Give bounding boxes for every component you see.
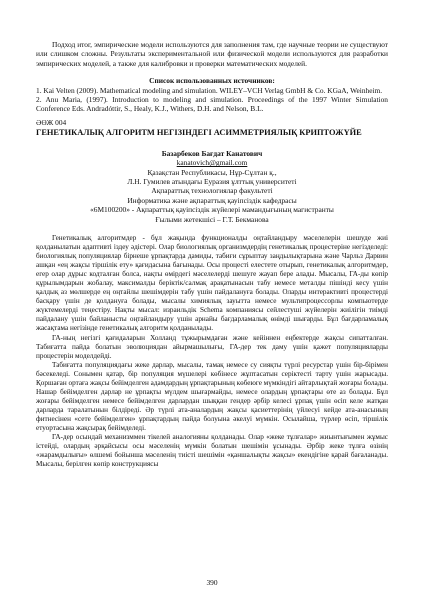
page-number: 390 [206,578,218,587]
udc-code: ӘӨЖ 004 [36,117,67,127]
intro-paragraph: Подход итог, эмпирические модели используются для заполнения там, где научные теории не существуют или слишком сложны. Результаты экспериментальной или физической модели используются для разработки эмпирических моделей, а также для калибровки и проверки математических моделей. [36,40,388,68]
affiliation-line: Ғылыми жетекшісі – Г.Т. Бекманова [155,214,269,224]
affiliation-line: Информатика және ақпараттық қауіпсіздік кафедрасы [127,195,297,205]
body-paragraph: Генетикалық алгоритмдер - бұл жақында функционалды оңтайландыру мәселелерін шешуде жиі қолданылатын адаптивті іздеу әдістері. Олар биологиялық организмдердің генетикалық процестеріне негізделеді: биологиялық популяциялар бірнеше ұрпақтарда дамиды, табиғи сұрыптау заңдылықтарына және Чарльз Дарвин ашқан «ең жақсы тіршілік ету» қағидасына бағынады. Осы процесті елестете отырып, генетикалық алгоритмдер, егер олар дұрыс кодталған болса, нақты өмірдегі мәселелерді шешуге жауап бере алады. Мысалы, ГА-ды көпір құрылымдарын жобалау, максималды беріктік/салмақ арақатынасын табу немесе металды пішінді кесу үшін қалдық аз мөлшерде ең оңтайлы шешімдерін табу үшін пайдалануға болады. Оларды интерактивті процестерді басқару үшін де қолдануға болады, мысалы химиялық зауытта немесе мультипроцессорлы компьютерде жүктемелерді теңестіру. Нақты мысал: израильдік Schema компаниясы сейлестуші жүйелерін жиілігін тиімді пайдалану үшін байланысты оңтайландыру үшін арнайы бағдарламалық өнімді шығарды. Бұл бағдарламалық жасақтама негізінде генетикалық алгоритм қолданылады. [36,234,388,333]
affiliation-line: Ақпараттық технологиялар факультеті [151,186,273,196]
body-paragraph: Табиғатта популяциядағы жеке дарлар, мысалы, тамақ немесе су сияқты түрлі ресурстар үшін бір-бірімен бәсекеледі. Сонымен қатар, бір популяция мүшелері көбінесе жұптасатын серіктесті тарту үшін жарысады. Қоршаған ортаға жақсы бейімделген адамдардың ұрпақтарының көбеюге мүмкіндігі айтарлықтай жоғары болады. Нашар бейімделген дарлар не ұрпақты мүлдем шығармайды, немесе олардың ұрпақтары өте аз болады. Бұл жоғары бейімделген немесе бейімделген дарлардан шыққан гендер әрбір келесі ұрпақ үшін өсіп келе жатқан дарларда таралатынын білдіреді. Әр түрлі ата-аналардың жақсы қасиеттерінің үйлесуі кейде ата-анасының фитнесінен «сете бейімделген» ұрпақтардың пайда болуына әкелуі мүмкін. Осылайша, түрлер өсіп, тіршілік етуортасына жақсырақ бейімделеді. [36,360,388,432]
author-email-link[interactable]: kanatovich@gmail.com [176,158,248,168]
article-title: ГЕНЕТИКАЛЫҚ АЛГОРИТМ НЕГІЗІНДЕГІ АСИММЕТРИЯЛЫҚ КРИПТОЖҮЙЕ [36,128,362,138]
body-paragraph: ГА-дер осындай механизммен тікелей аналогияны қолданады. Олар «жеке тұлғалар» жиынтығымен жұмыс істейді, олардың әрқайсысы осы мәселенің мүмкін болатын шешімін ұсынады. Әрбір жеке тұлға өзінің «жарамдылығы» өлшемі бойынша мәселенің тиісті шешімін «қаншалықты жақсы» екендігіне қарай бағаланады. Мысалы, берілген көпір конструкциясы [36,433,388,469]
affiliation-line: «6М100200» - Ақпараттық қауіпсіздік жүйелері мамандығының магистранты [90,205,334,215]
reference-item: 2. Anu Maria, (1997). Introduction to modeling and simulation. Proceedings of the 1997 Winter Simulation Conference Eds. Andradóttir, S., Healy, K.J., Withers, D.H. and Nelson, B.L. [36,95,388,114]
author-name: Базарбеков Бағдат Канатович [161,148,263,158]
author-block [36,149,388,224]
body-paragraph: ГА-ның негізгі қағидаларын Холланд тұжырымдаған және кейіннен еңбектерде жақсы сипатталған. Табиғатта пайда болатын эволюциядан айырмашылығы, ГА-дер тек даму үшін қажет популяцияларды процестерін моделдейді. [36,333,388,360]
references-title: Список использованных источников: [149,76,275,86]
reference-item: 1. Kai Velten (2009). Mathematical modeling and simulation. WILEY–VCH Verlag GmbH & Co. KGaA, Weinheim. [36,85,383,95]
article-body [36,234,388,469]
affiliation-line: Қазақстан Республикасы, Нұр-Сұлтан қ., [147,167,277,177]
affiliation-line: Л.Н. Гумилев атындағы Еуразия ұлттық университеті [127,176,297,186]
